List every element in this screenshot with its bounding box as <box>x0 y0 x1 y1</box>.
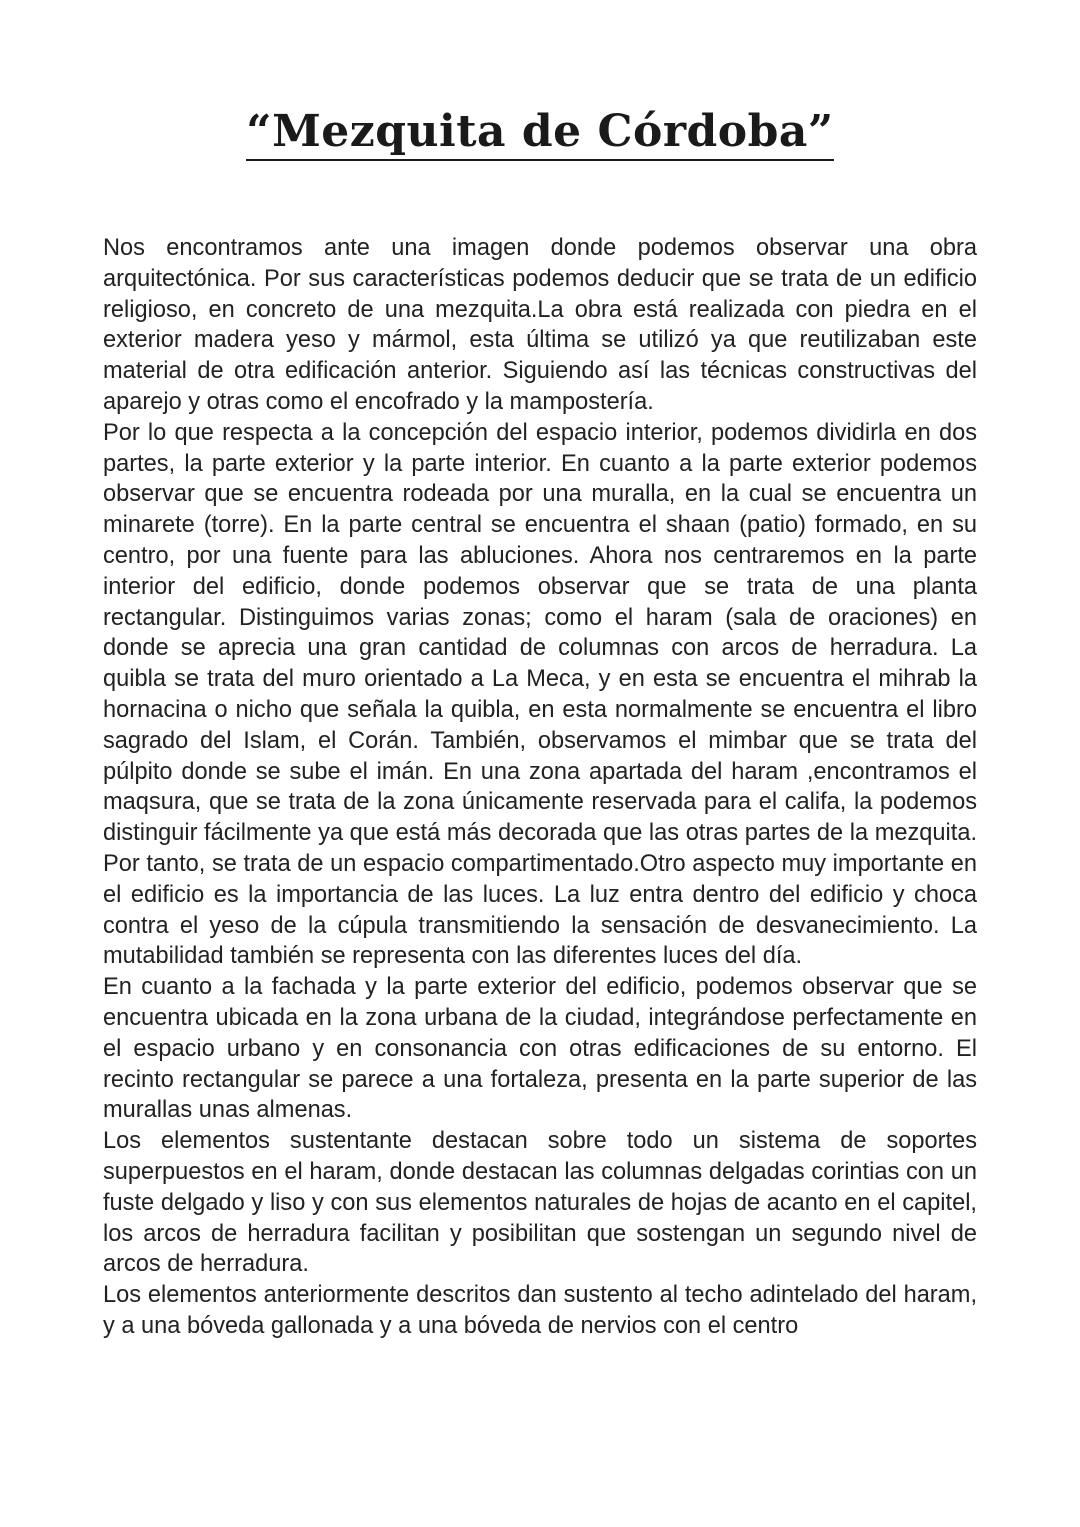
paragraph-roofing: Los elementos anteriormente descritos dan sustento al techo adintelado del haram, y a una bóveda gallonada y a una bóveda de nervios con el centro <box>103 1282 977 1339</box>
paragraph-intro: Nos encontramos ante una imagen donde podemos observar una obra arquitectónica. Por sus características podemos deducir que se trata de un edificio religioso, en concreto de una mezquita.La obra está realizada con piedra en el exterior madera yeso y mármol, esta última se utilizó ya que reutilizaban este material de otra edificación anterior. Siguiendo así las técnicas constructivas del aparejo y otras como el encofrado y la mampostería. <box>103 235 977 415</box>
document-body <box>103 233 977 1342</box>
paragraph-facade: En cuanto a la fachada y la parte exterior del edificio, podemos observar que se encuentra ubicada en la zona urbana de la ciudad, integrándose perfectamente en el espacio urbano y en consonancia con otras edificaciones de su entorno. El recinto rectangular se parece a una fortaleza, presenta en la parte superior de las murallas unas almenas. <box>103 974 977 1124</box>
page-title <box>0 104 1080 160</box>
page-title-text: “Mezquita de Córdoba” <box>246 106 833 161</box>
paragraph-interior-space: Por lo que respecta a la concepción del espacio interior, podemos dividirla en dos partes, la parte exterior y la parte interior. En cuanto a la parte exterior podemos observar que se encuentra rodeada por una muralla, en la cual se encuentra un minarete (torre). En la parte central se encuentra el shaan (patio) formado, en su centro, por una fuente para las abluciones. Ahora nos centraremos en la parte interior del edificio, donde podemos observar que se trata de una planta rectangular. Distinguimos varias zonas; como el haram (sala de oraciones) en donde se aprecia una gran cantidad de columnas con arcos de herradura. La quibla se trata del muro orientado a La Meca, y en esta se encuentra el mihrab la hornacina o nicho que señala la quibla, en esta normalmente se encuentra el libro sagrado del Islam, el Corán. También, observamos el mimbar que se trata del púlpito donde se sube el imán. En una zona apartada del haram ,encontramos el maqsura, que se trata de la zona únicamente reservada para el califa, la podemos distinguir fácilmente ya que está más decorada que las otras partes de la mezquita. Por tanto, se trata de un espacio compartimentado.Otro aspecto muy importante en el edificio es la importancia de las luces. La luz entra dentro del edificio y choca contra el yeso de la cúpula transmitiendo la sensación de desvanecimiento. La mutabilidad también se representa con las diferentes luces del día. <box>103 419 977 970</box>
paragraph-supports: Los elementos sustentante destacan sobre todo un sistema de soportes superpuestos en el haram, donde destacan las columnas delgadas corintias con un fuste delgado y liso y con sus elementos naturales de hojas de acanto en el capitel, los arcos de herradura facilitan y posibilitan que sostengan un segundo nivel de arcos de herradura. <box>103 1128 977 1278</box>
